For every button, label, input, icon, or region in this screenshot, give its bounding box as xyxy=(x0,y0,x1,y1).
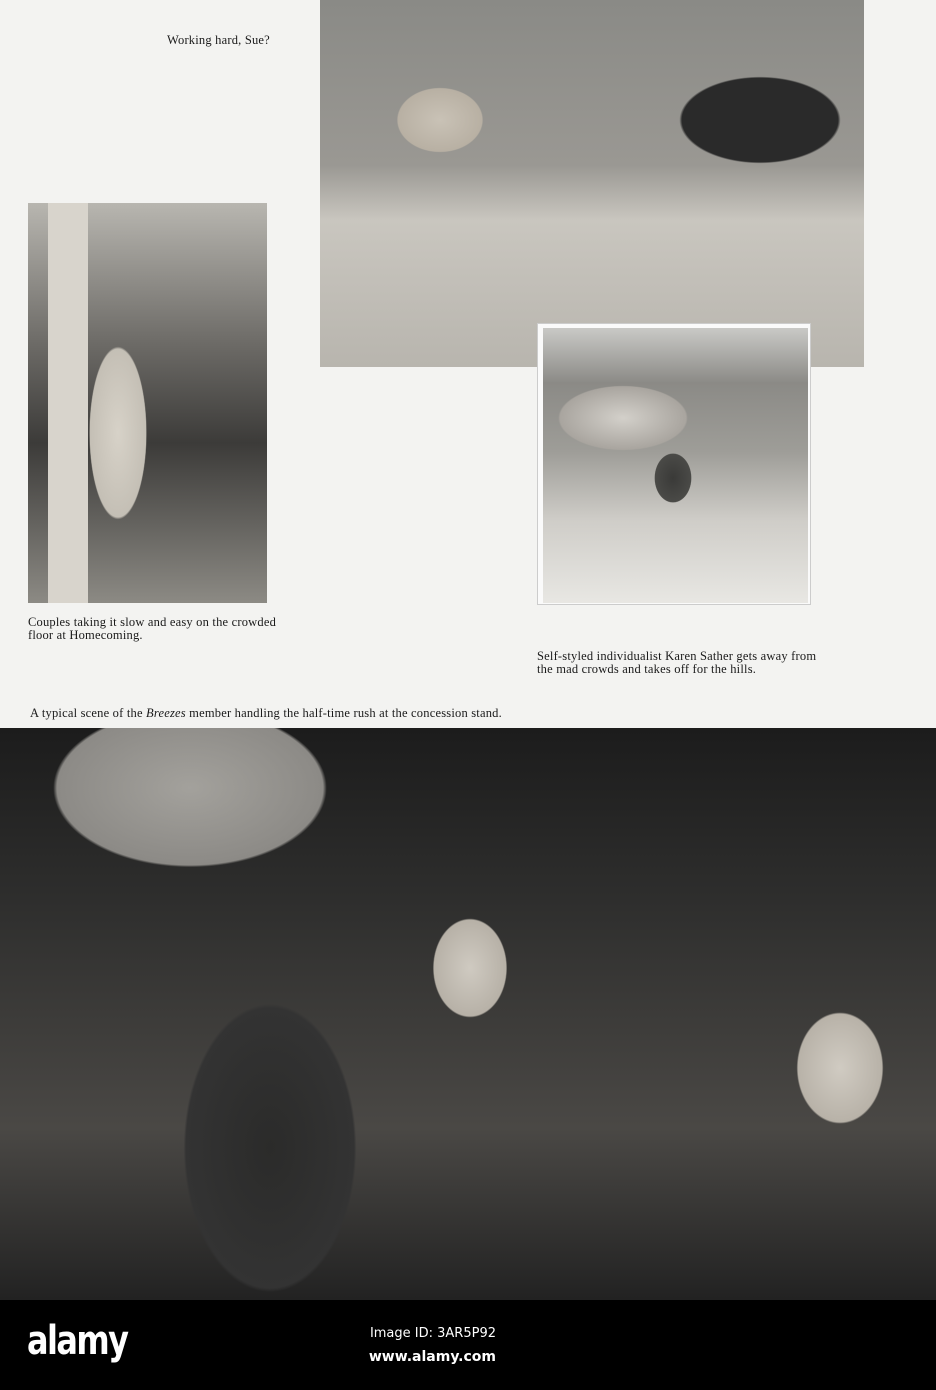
photo-concession-stand-crowd xyxy=(0,728,936,1300)
alamy-logo: alamy xyxy=(27,1318,128,1364)
photo-homecoming-dance xyxy=(28,203,267,603)
photo-karen-skiing xyxy=(543,328,808,603)
watermark-footer xyxy=(0,1300,936,1390)
caption-concession-breezes: Breezes xyxy=(146,706,186,720)
caption-karen: Self-styled individualist Karen Sather gets away from the mad crowds and takes off for the hills. xyxy=(537,649,817,676)
caption-couples: Couples taking it slow and easy on the crowded floor at Homecoming. xyxy=(28,615,277,642)
image-id: Image ID: 3AR5P92 xyxy=(369,1326,496,1341)
site-url: www.alamy.com xyxy=(368,1349,496,1365)
photo-sue-drawing-on-floor xyxy=(320,0,864,367)
caption-concession-start: A typical scene of the xyxy=(30,706,147,720)
caption-sue: Working hard, Sue? xyxy=(167,33,270,47)
caption-concession xyxy=(30,707,910,720)
caption-concession-end: member handling the half-time rush at the concession stand. xyxy=(185,706,502,720)
